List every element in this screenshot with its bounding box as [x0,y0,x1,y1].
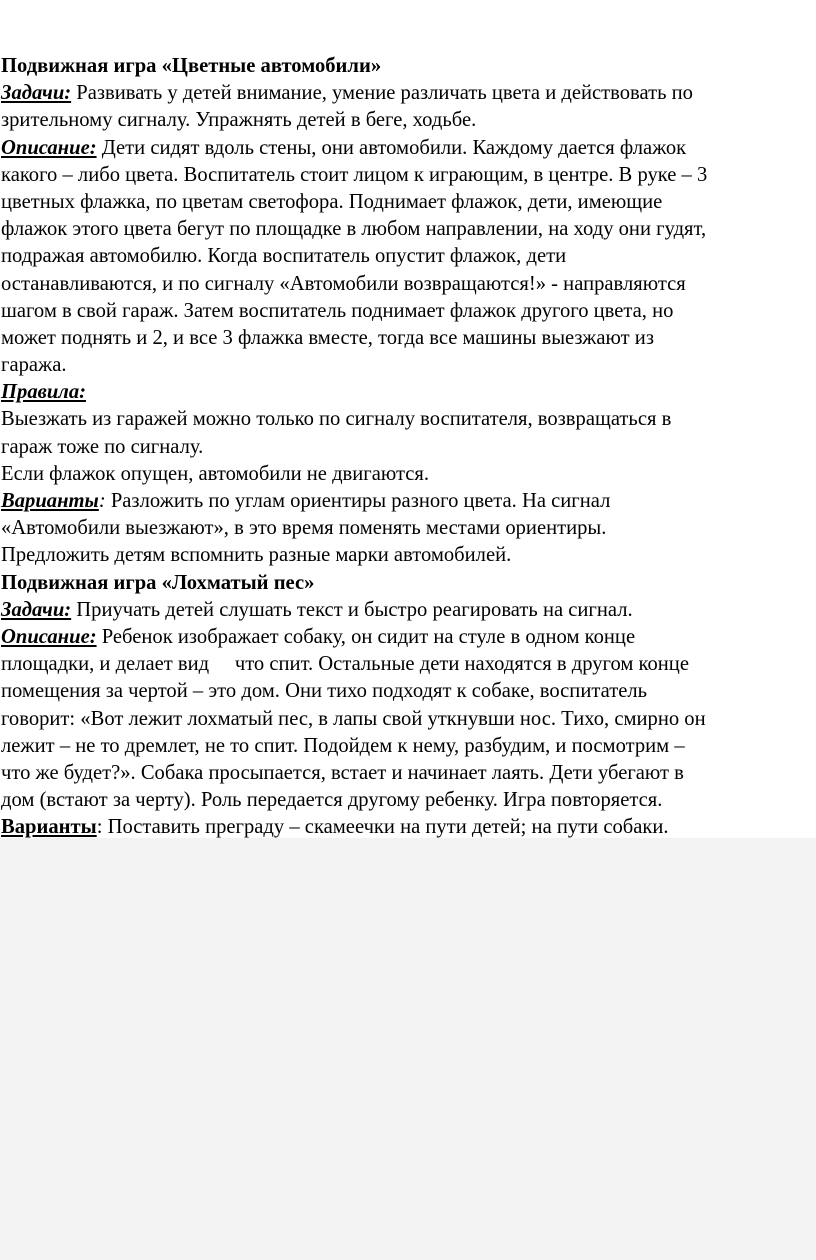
game2-title: Подвижная игра «Лохматый пес» [1,571,315,594]
document-body [1,53,815,838]
game2-variants-label: Варианты [1,816,97,838]
game1-tasks-line-1 [1,80,815,107]
game1-desc-line-1 [1,135,815,162]
game1-desc-line-8: может поднять и 2, и все 3 флажка вместе, тогда все машины выезжают из [1,326,654,349]
game2-tasks-text-1: Приучать детей слушать текст и быстро реагировать на сигнал. [71,598,633,621]
game1-desc-line-2: какого – либо цвета. Воспитатель стоит лицом к играющим, в центре. В руке – 3 [1,163,708,186]
game1-desc-line-4: флажок этого цвета бегут по площадке в любом направлении, на ходу они гудят, [1,218,707,241]
game1-title: Подвижная игра «Цветные автомобили» [1,55,382,77]
game1-rules-line-1: Выезжать из гаражей можно только по сигналу воспитателя, возвращаться в [1,408,672,431]
game2-desc-line-7: дом (встают за черту). Роль передается другому ребенку. Игра повторяется. [1,789,663,812]
game2-desc-line-2: площадки, и делает вид что спит. Остальные дети находятся в другом конце [1,653,689,676]
game1-variants-line-2: «Автомобили выезжают», в это время поменять местами ориентиры. [1,517,607,540]
game1-variants-line-1 [1,488,815,515]
game2-desc-line-6: что же будет?». Собака просыпается, встает и начинает лаять. Дети убегают в [1,761,684,784]
game1-rules-line-3: Если флажок опущен, автомобили не двигаются. [1,462,430,485]
game1-variants-line-3: Предложить детям вспомнить разные марки автомобилей. [1,544,512,567]
game1-variants-label: Варианты [1,490,99,512]
game1-desc-line-3: цветных флажка, по цветам светофора. Поднимает флажок, дети, имеющие [1,190,663,213]
game1-rules-label: Правила: [1,381,86,404]
game1-desc-line-9: гаража. [1,354,67,377]
game2-desc-label: Описание: [1,625,97,648]
game2-desc-line-1 [1,624,815,651]
game1-variants-text-1: Разложить по углам ориентиры разного цвета. На сигнал [105,490,611,512]
game2-desc-line-5: лежит – не то дремлет, не то спит. Подойдем к нему, разбудим, и посмотрим – [1,734,685,757]
game1-desc-text-1: Дети сидят вдоль стены, они автомобили. Каждому дается флажок [96,136,687,159]
game1-tasks-text-1: Развивать у детей внимание, умение различать цвета и действовать по [71,82,693,105]
game1-desc-line-6: останавливаются, и по сигналу «Автомобили возвращаются!» - направляются [1,272,686,295]
game2-variants-line-1 [1,814,815,838]
game1-tasks-label: Задачи: [1,82,72,105]
game1-tasks-line-2: зрительному сигналу. Упражнять детей в беге, ходьбе. [1,109,477,132]
game1-rules-line-2: гараж тоже по сигналу. [1,435,204,458]
game2-tasks-line-1 [1,597,815,624]
game1-desc-line-5: подражая автомобилю. Когда воспитатель опустит флажок, дети [1,245,567,268]
game2-desc-text-1: Ребенок изображает собаку, он сидит на стуле в одном конце [96,625,636,648]
game2-variants-text-1: : Поставить преграду – скамеечки на пути детей; на пути собаки. [96,816,669,838]
game2-tasks-label: Задачи: [1,598,72,621]
game1-variants-colon: : [98,490,106,512]
game1-desc-label: Описание: [1,136,97,159]
game1-desc-line-7: шагом в свой гараж. Затем воспитатель поднимает флажок другого цвета, но [1,299,674,322]
game2-desc-line-3: помещения за чертой – это дом. Они тихо подходят к собаке, воспитатель [1,680,648,703]
game2-desc-line-4: говорит: «Вот лежит лохматый пес, в лапы свой уткнувши нос. Тихо, смирно он [1,707,706,730]
